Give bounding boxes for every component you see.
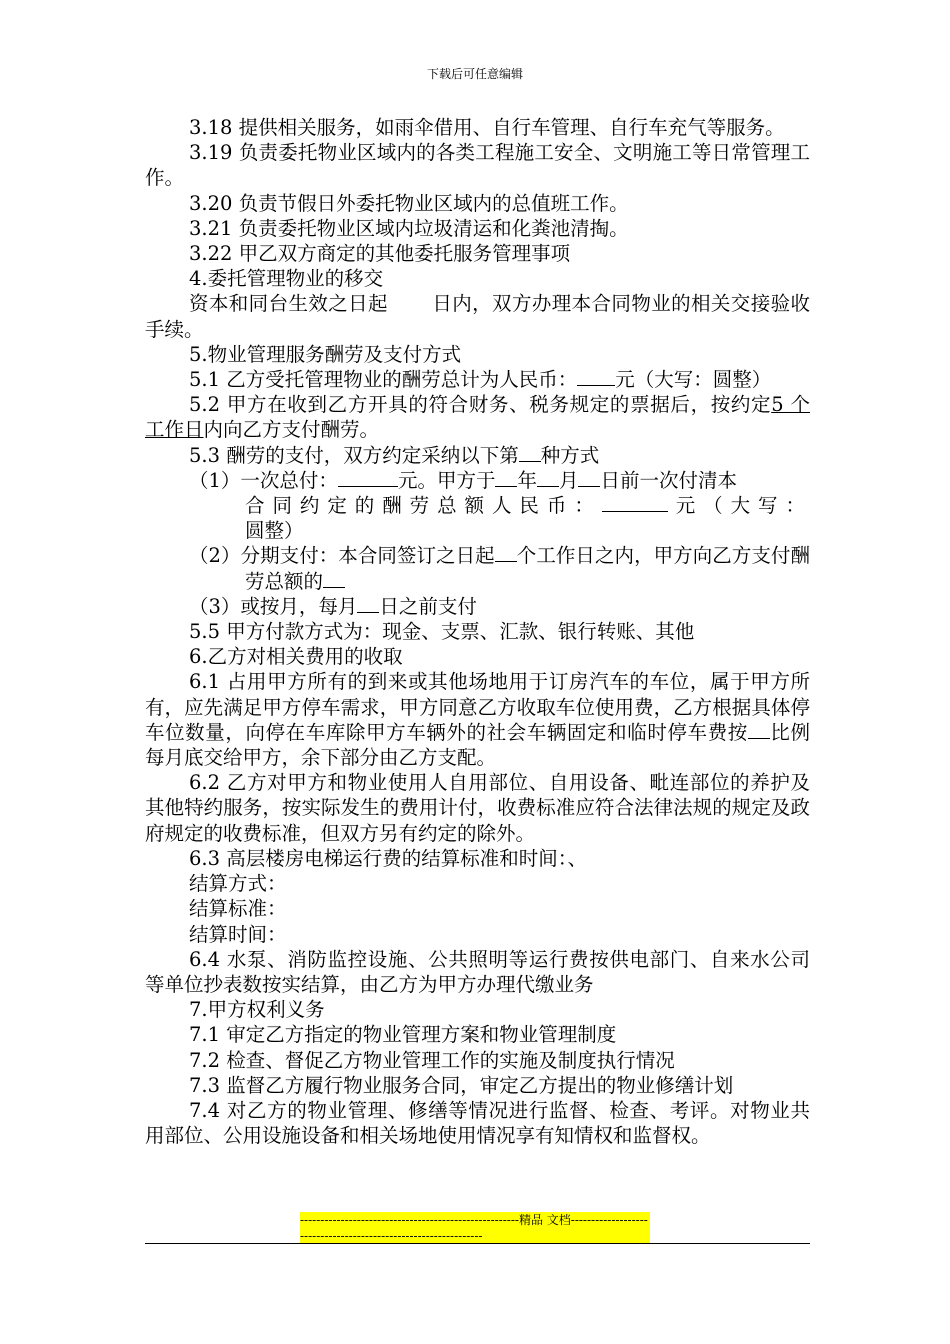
clause-5-1-text-a: 5.1 乙方受托管理物业的酬劳总计为人民币： [189, 368, 578, 392]
section-7-heading: 7.甲方权利义务 [189, 998, 325, 1022]
clause-6-2: 6.2 乙方对甲方和物业使用人自用部位、自用设备、毗连部位的养护及其他特约服务，按实际发生的费用计付，收费标准应符合法律法规的规定及政府规定的收费标准，但双方另有约定的除外。 [145, 771, 810, 845]
section-4-heading: 4.委托管理物业的移交 [189, 267, 384, 291]
blank-field [577, 368, 615, 386]
section-6-heading: 6.乙方对相关费用的收取 [189, 645, 403, 669]
clause-6-1-text-b: 比例每月底交给甲方，余下部分由乙方支配。 [145, 720, 810, 770]
option-2-text-b: 个工作日之内，甲方向乙方支付酬劳总额的 [245, 544, 810, 593]
option-number: （2） [189, 544, 241, 568]
clause-7-1: 7.1 审定乙方指定的物业管理方案和物业管理制度 [189, 1023, 617, 1047]
blank-field [495, 469, 517, 487]
clause-6-4: 6.4 水泵、消防监控设施、公共照明等运行费按供电部门、自来水公司等单位抄表数按实结算，由乙方为甲方办理代缴业务 [145, 947, 810, 996]
clause-3-21: 3.21 负责委托物业区域内垃圾清运和化粪池清掏。 [189, 216, 629, 240]
option-1-text-f: 合同约定的酬劳总额人民币： [245, 494, 602, 518]
footer-divider [145, 1243, 810, 1244]
clause-5-2 [145, 392, 810, 442]
blank-field [357, 595, 379, 613]
clause-5-3-text-a: 5.3 酬劳的支付，双方约定采纳以下第 [189, 443, 519, 467]
clause-7-4: 7.4 对乙方的物业管理、修缮等情况进行监督、检查、考评。对物业共用部位、公用设施设备和相关场地使用情况享有知情权和监督权。 [145, 1098, 810, 1148]
blank-field [338, 469, 398, 487]
clause-6-1-text-a: 6.1 占用甲方所有的到来或其他场地用于订房汽车的车位，属于甲方所有，应先满足甲方停车需求，甲方同意乙方收取车位使用费，乙方根据具体停车位数量，向停在车库除甲方车辆外的社会车辆固定和临时停车费按 [145, 670, 810, 744]
clause-5-1-text-b: 元（大写：圆整） [615, 368, 772, 392]
document-body [145, 115, 810, 1148]
clause-5-3-text-b: 种方式 [540, 443, 600, 467]
clause-5-3 [145, 443, 810, 468]
blank-field [578, 469, 600, 487]
payment-option-2 [189, 543, 810, 593]
clause-4-text-b: 日内，双方办理本合同物业的相关交接验收手续。 [145, 292, 810, 341]
blank-field [519, 444, 541, 462]
option-1-text-h: 圆整） [245, 519, 304, 543]
settlement-method: 结算方式： [189, 872, 287, 896]
section-5-heading: 5.物业管理服务酬劳及支付方式 [189, 342, 462, 366]
clause-5-5: 5.5 甲方付款方式为：现金、支票、汇款、银行转账、其他 [189, 620, 695, 644]
payment-option-1 [189, 468, 810, 544]
clause-3-22: 3.22 甲乙双方商定的其他委托服务管理事项 [189, 242, 571, 266]
clause-6-3: 6.3 高层楼房电梯运行费的结算标准和时间：、 [189, 846, 587, 870]
clause-4-text-a: 资本和同台生效之日起 [189, 292, 388, 316]
blank-field [748, 721, 770, 739]
blank-field [323, 570, 345, 588]
option-1-text-b: 元。甲方于 [397, 468, 496, 492]
clause-5-1 [145, 367, 810, 392]
settlement-standard: 结算标准： [189, 897, 287, 921]
footer-watermark: ------------------------------------------------------精品 文档---------------------------------------------------------------- [300, 1212, 650, 1244]
clause-3-20: 3.20 负责节假日外委托物业区域内的总值班工作。 [189, 191, 629, 215]
blank-field [495, 544, 517, 562]
option-1-text-d: 月 [558, 468, 579, 492]
option-2-text-a: 分期支付：本合同签订之日起 [240, 544, 495, 568]
clause-7-3: 7.3 监督乙方履行物业服务合同，审定乙方提出的物业修缮计划 [189, 1073, 734, 1097]
option-number: （1） [189, 468, 241, 492]
clause-6-1 [145, 669, 810, 770]
option-1-line-2 [245, 493, 805, 518]
settlement-time: 结算时间： [189, 922, 287, 946]
clause-5-2-text-b: 内向乙方支付酬劳。 [203, 418, 380, 442]
clause-4-handover [145, 291, 810, 341]
clause-3-19: 3.19 负责委托物业区域内的各类工程施工安全、文明施工等日常管理工作。 [145, 141, 810, 190]
option-1-text-g: 元（大写： [667, 494, 805, 518]
option-3-text-a: （3）或按月，每月 [189, 594, 358, 618]
clause-5-2-underlined: 5 个工作日 [145, 393, 811, 442]
clause-5-2-text-a: 5.2 甲方在收到乙方开具的符合财务、税务规定的票据后，按约定 [189, 393, 772, 417]
clause-3-18: 3.18 提供相关服务，如雨伞借用、自行车管理、自行车充气等服务。 [189, 116, 785, 139]
option-1-text-a: 一次总付： [240, 468, 338, 492]
page-header: 下载后可任意编辑 [426, 67, 523, 81]
payment-option-3 [189, 594, 810, 619]
option-1-text-c: 年 [517, 468, 537, 492]
option-3-text-b: 日之前支付 [379, 594, 477, 618]
blank-field [602, 494, 668, 512]
blank-field [537, 469, 559, 487]
option-1-text-e: 日前一次付清本 [600, 468, 737, 492]
clause-7-2: 7.2 检查、督促乙方物业管理工作的实施及制度执行情况 [189, 1048, 675, 1072]
